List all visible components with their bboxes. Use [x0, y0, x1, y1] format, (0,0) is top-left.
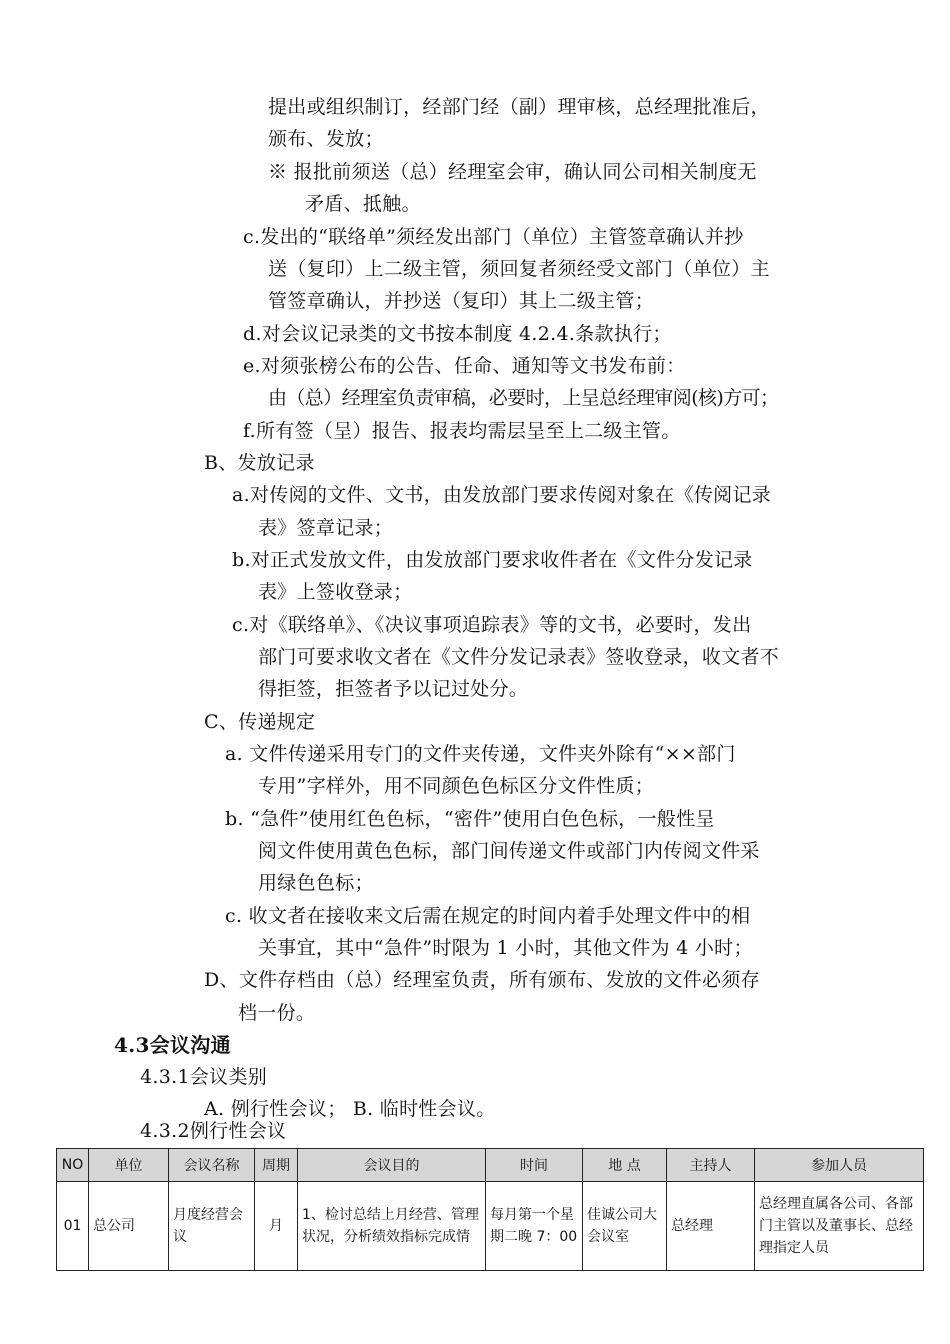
table-row [57, 1182, 924, 1271]
table-cell: 总公司 [89, 1182, 169, 1271]
column-header: 周期 [255, 1149, 298, 1182]
column-header: 会议目的 [298, 1149, 486, 1182]
table-cell: 每月第一个星期二晚 7：00 [486, 1182, 583, 1271]
text-line: c.发出的“联络单”须经发出部门（单位）主管签章确认并抄 [243, 226, 744, 248]
column-header: NO [57, 1149, 89, 1182]
table-cell: 月 [255, 1182, 298, 1271]
text-line: b.对正式发放文件，由发放部门要求收件者在《文件分发记录 [232, 549, 753, 571]
text-line: b. “急件”使用红色色标，“密件”使用白色色标，一般性呈 [225, 808, 715, 830]
text-line: 得拒签，拒签者予以记过处分。 [258, 678, 529, 700]
column-header: 主持人 [667, 1149, 755, 1182]
text-line: 由（总）经理室负责审稿，必要时，上呈总经理审阅(核)方可； [268, 387, 779, 409]
section-heading: C、传递规定 [204, 711, 316, 733]
text-line: 表》签章记录； [258, 517, 394, 539]
table-cell: 佳诚公司大会议室 [583, 1182, 667, 1271]
subsection-title: 4.3.1会议类别 [140, 1066, 268, 1088]
text-line: 表》上签收登录； [258, 581, 413, 603]
text-line: 用绿色色标； [258, 872, 374, 894]
text-line: 矛盾、抵触。 [305, 193, 421, 215]
text-line: 档一份。 [238, 1002, 316, 1024]
section-title: 4.3会议沟通 [114, 1033, 231, 1057]
text-line: 提出或组织制订，经部门经（副）理审核，总经理批准后， [268, 96, 770, 118]
text-line: 部门可要求收文者在《文件分发记录表》签收登录，收文者不 [258, 646, 780, 668]
section-heading: B、发放记录 [204, 452, 315, 474]
meeting-table [56, 1148, 924, 1271]
text-line: 管签章确认，并抄送（复印）其上二级主管； [268, 290, 655, 312]
text-line: a. 文件传递采用专门的文件夹传递，文件夹外除有“××部门 [225, 743, 736, 765]
table-header-row [57, 1149, 924, 1182]
text-line: 关事宜，其中“急件”时限为 1 小时，其他文件为 4 小时； [258, 937, 753, 959]
subsection-title: 4.3.2例行性会议 [140, 1120, 287, 1142]
column-header: 时间 [486, 1149, 583, 1182]
text-line: e.对须张榜公布的公告、任命、通知等文书发布前： [243, 355, 686, 377]
text-line: d.对会议记录类的文书按本制度 4.2.4.条款执行； [243, 323, 672, 345]
text-line: ※ 报批前须送（总）经理室会审，确认同公司相关制度无 [268, 161, 757, 183]
table-cell: 总经理 [667, 1182, 755, 1271]
column-header: 参加人员 [755, 1149, 924, 1182]
column-header: 单位 [89, 1149, 169, 1182]
text-line: D、文件存档由（总）经理室负责，所有颁布、发放的文件必须存 [204, 969, 760, 991]
text-line: a.对传阅的文件、文书，由发放部门要求传阅对象在《传阅记录 [232, 484, 772, 506]
column-header: 会议名称 [169, 1149, 255, 1182]
text-line: A. 例行性会议； B. 临时性会议。 [204, 1098, 496, 1120]
text-line: 送（复印）上二级主管，须回复者须经受文部门（单位）主 [268, 258, 770, 280]
text-line: 阅文件使用黄色色标，部门间传递文件或部门内传阅文件采 [258, 840, 760, 862]
text-line: f.所有签（呈）报告、报表均需层呈至上二级主管。 [243, 420, 681, 442]
table-cell: 月度经营会议 [169, 1182, 255, 1271]
text-line: 颁布、发放； [268, 128, 384, 150]
column-header: 地 点 [583, 1149, 667, 1182]
text-line: 专用”字样外，用不同颜色色标区分文件性质； [258, 775, 655, 797]
table-cell: 01 [57, 1182, 89, 1271]
text-line: c.对《联络单》、《决议事项追踪表》等的文书，必要时，发出 [232, 614, 752, 636]
table-cell: 1、检讨总结上月经营、管理状况，分析绩效指标完成情 [298, 1182, 486, 1271]
text-line: c. 收文者在接收来文后需在规定的时间内着手处理文件中的相 [225, 905, 751, 927]
table-cell: 总经理直属各公司、各部门主管以及董事长、总经理指定人员 [755, 1182, 924, 1271]
